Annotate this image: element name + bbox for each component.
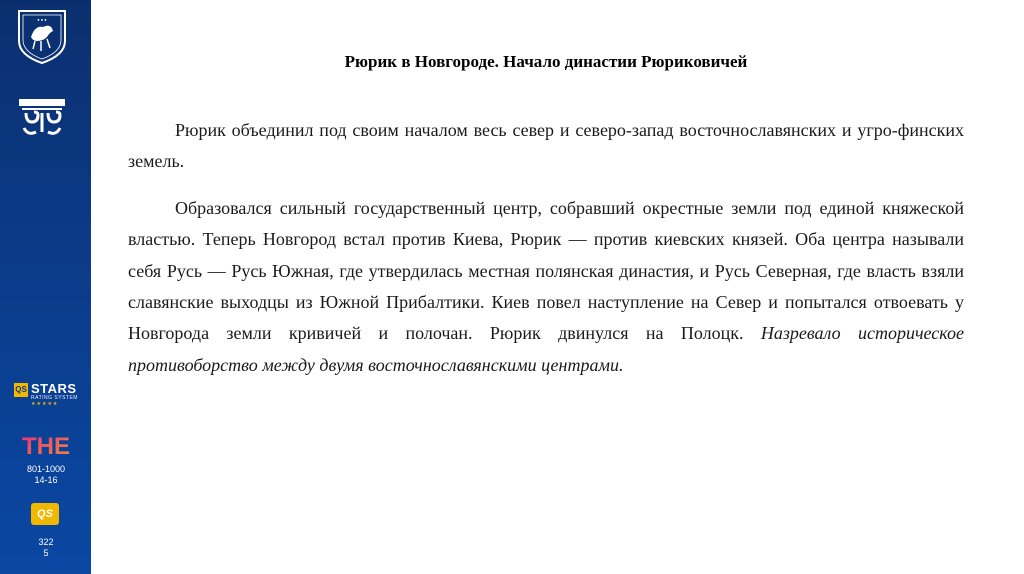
qs-stars-box: QS [14, 383, 28, 397]
sidebar [0, 0, 91, 574]
slide-body [128, 115, 964, 396]
the-ranking-logo [22, 430, 70, 460]
qs-rank [14, 537, 78, 559]
qs-logo: QS [31, 503, 59, 525]
qs-rank-line1: 322 [38, 537, 54, 547]
svg-text:● ● ●: ● ● ● [37, 17, 47, 22]
svg-text:THE: THE [22, 433, 70, 460]
the-rank-line2: 14-16 [34, 475, 58, 485]
pillar-logo-icon [18, 98, 66, 138]
university-emblem-icon [13, 7, 71, 65]
qs-stars-subtitle: RATING SYSTEM [31, 395, 78, 401]
paragraph-1: Рюрик объединил под своим началом весь север и северо-запад восточнославянских и угро-финских земель. [128, 120, 964, 172]
qs-rank-line2: 5 [43, 548, 49, 558]
slide-title: Рюрик в Новгороде. Начало династии Рюриковичей [344, 52, 748, 71]
paragraph-2-italic: Назревало историческое противоборство между двумя восточнославянскими центрами. [128, 323, 965, 375]
qs-stars-title: STARS [31, 381, 77, 396]
the-rank [14, 464, 78, 486]
star-rating-icon: ★★★★★ [31, 401, 59, 407]
qs-stars-badge [14, 381, 78, 409]
paragraph-2 [128, 193, 964, 381]
paragraph-2-regular: Образовался сильный государственный центр, собравший окрестные земли под единой княжеской властью. Теперь Новгород встал против Киева, Рюрик — против киевских князей. Оба центра называли себя Русь — Русь Южная, где утвердилась местная полянская династия, и Русь Северная, где власть взяли славянские выходцы из Южной Прибалтики. Киев повел наступление на Север и попытался отвоевать у Новгорода земли кривичей и полочан. Рюрик двинулся на Полоцк. [128, 197, 964, 344]
the-rank-line1: 801-1000 [26, 464, 66, 474]
